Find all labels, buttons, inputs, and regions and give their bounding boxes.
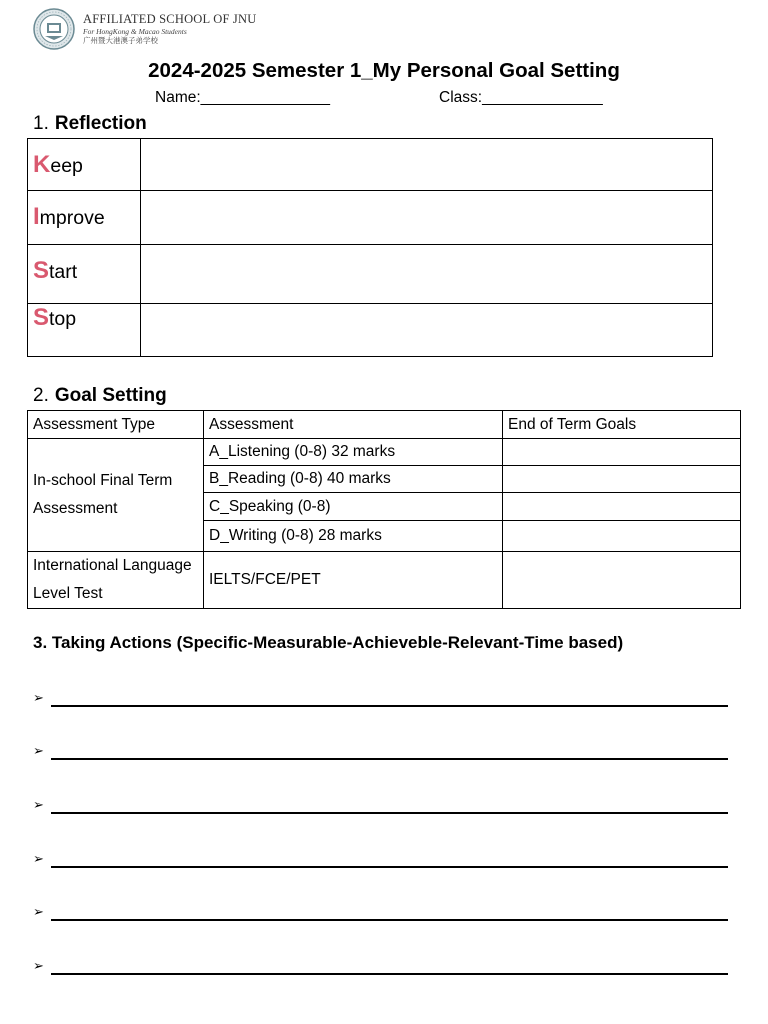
reflection-input-start[interactable]: [141, 245, 713, 304]
assessment-writing: D_Writing (0-8) 28 marks: [204, 521, 503, 552]
table-row: [28, 552, 741, 609]
goal-input-speaking[interactable]: [503, 493, 741, 521]
goal-input-reading[interactable]: [503, 466, 741, 493]
action-rule: [51, 758, 728, 760]
reflection-letter: S: [33, 304, 50, 331]
reflection-label-rest: mprove: [39, 207, 105, 229]
reflection-table: [27, 138, 713, 357]
assessment-listening: A_Listening (0-8) 32 marks: [204, 439, 503, 466]
action-rule: [51, 866, 728, 868]
taking-actions-heading: 3. Taking Actions (Specific-Measurable-Achieveble-Relevant-Time based): [33, 633, 624, 652]
assessment-international: IELTS/FCE/PET: [204, 552, 503, 609]
reflection-input-stop[interactable]: [141, 304, 713, 357]
reflection-row-improve: [28, 191, 713, 245]
school-name: AFFILIATED SCHOOL OF JNU: [83, 12, 257, 27]
table-row: [28, 439, 741, 466]
goal-input-listening[interactable]: [503, 439, 741, 466]
reflection-title: Reflection: [54, 113, 147, 134]
school-logo: [33, 8, 256, 50]
school-seal-icon: [33, 8, 75, 50]
goal-setting-table: [27, 410, 741, 609]
reflection-label-stop: [28, 304, 141, 357]
action-rule: [51, 973, 728, 975]
column-header-assessment-type: Assessment Type: [28, 411, 204, 439]
goal-setting-heading: [33, 385, 167, 407]
action-line-5[interactable]: [33, 901, 728, 921]
page-title: 2024-2025 Semester 1_My Personal Goal Setting: [148, 59, 620, 82]
goal-input-writing[interactable]: [503, 521, 741, 552]
arrow-bullet-icon: ➢: [33, 743, 44, 758]
action-rule: [51, 919, 728, 921]
school-subtitle: For HongKong & Macao Students: [83, 26, 187, 36]
school-chinese-name: 广州暨大港澳子弟学校: [83, 36, 158, 46]
action-rule: [51, 812, 728, 814]
action-line-4[interactable]: [33, 848, 728, 868]
assessment-speaking: C_Speaking (0-8): [204, 493, 503, 521]
reflection-row-start: [28, 245, 713, 304]
goal-setting-title: Goal Setting: [54, 385, 167, 406]
assessment-reading: B_Reading (0-8) 40 marks: [204, 466, 503, 493]
table-header-row: [28, 411, 741, 439]
reflection-row-stop: [28, 304, 713, 357]
reflection-input-keep[interactable]: [141, 139, 713, 191]
goal-setting-number: 2.: [33, 385, 49, 406]
reflection-label-rest: tart: [49, 261, 78, 283]
assessment-type-in-school: In-school Final Term Assessment: [28, 439, 204, 552]
arrow-bullet-icon: ➢: [33, 797, 44, 812]
action-line-2[interactable]: [33, 740, 728, 760]
action-line-3[interactable]: [33, 794, 728, 814]
reflection-input-improve[interactable]: [141, 191, 713, 245]
reflection-label-improve: [28, 191, 141, 245]
arrow-bullet-icon: ➢: [33, 958, 44, 973]
arrow-bullet-icon: ➢: [33, 851, 44, 866]
column-header-assessment: Assessment: [204, 411, 503, 439]
reflection-letter: I: [33, 203, 40, 230]
arrow-bullet-icon: ➢: [33, 690, 44, 705]
reflection-label-rest: top: [49, 308, 77, 330]
reflection-label-keep: [28, 139, 141, 191]
reflection-label-rest: eep: [50, 155, 83, 177]
arrow-bullet-icon: ➢: [33, 904, 44, 919]
assessment-type-international: International Language Level Test: [28, 552, 204, 609]
reflection-letter: K: [33, 151, 51, 178]
action-rule: [51, 705, 728, 707]
column-header-end-of-term-goals: End of Term Goals: [503, 411, 741, 439]
reflection-number: 1.: [33, 113, 49, 134]
action-line-6[interactable]: [33, 955, 728, 975]
reflection-label-start: [28, 245, 141, 304]
goal-input-international[interactable]: [503, 552, 741, 609]
reflection-letter: S: [33, 257, 50, 284]
action-line-1[interactable]: [33, 687, 728, 707]
reflection-heading: [33, 113, 147, 135]
class-field[interactable]: Class:______________: [439, 89, 603, 106]
reflection-row-keep: [28, 139, 713, 191]
name-field[interactable]: Name:_______________: [155, 89, 330, 106]
